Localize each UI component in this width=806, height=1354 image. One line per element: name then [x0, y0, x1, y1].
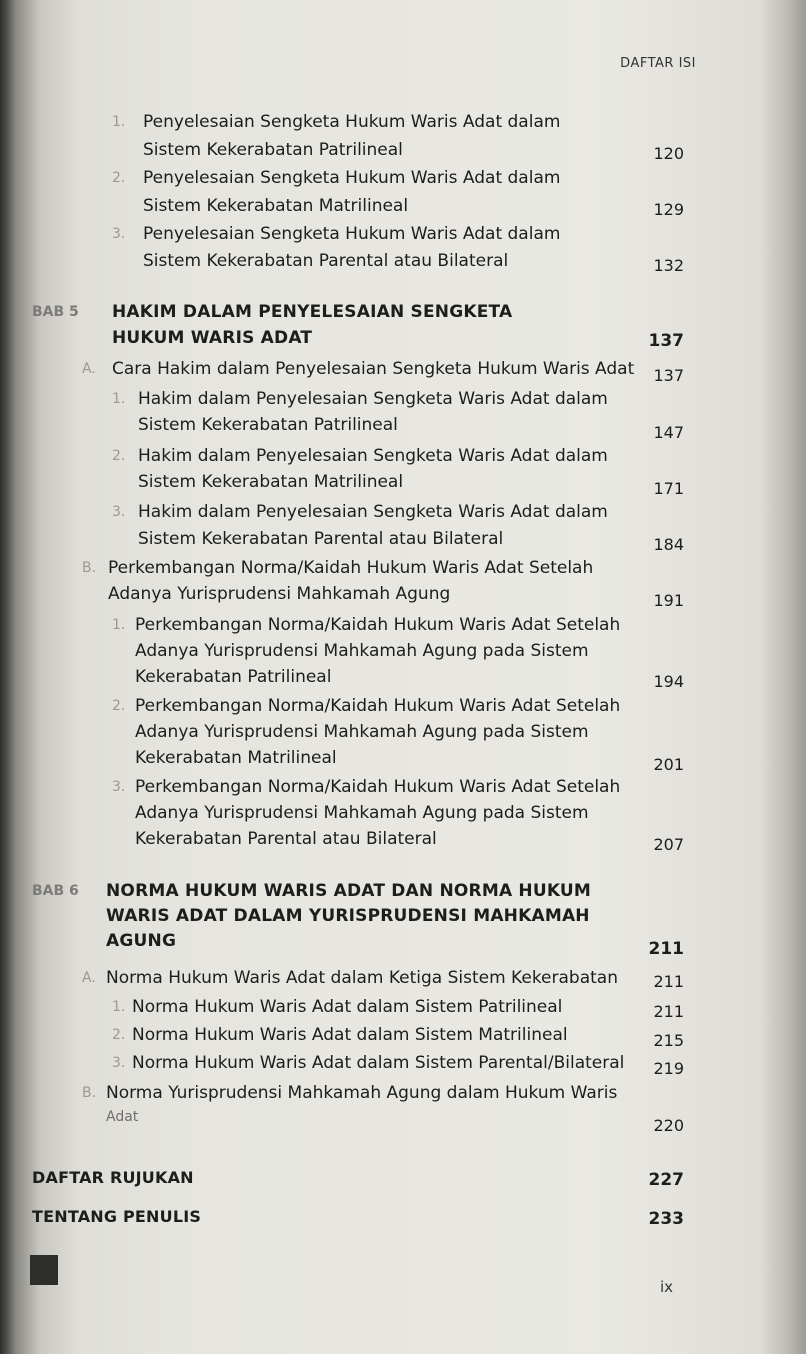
chapter-title: HAKIM DALAM PENYELESAIAN SENGKETA: [112, 302, 513, 322]
toc-marker: 2.: [112, 448, 126, 464]
running-header: DAFTAR ISI: [620, 56, 696, 71]
toc-marker: A.: [82, 970, 96, 986]
toc-entry-title: Adanya Yurisprudensi Mahkamah Agung pada Sistem: [135, 641, 589, 661]
toc-marker: A.: [82, 361, 96, 377]
toc-entry-title: Perkembangan Norma/Kaidah Hukum Waris Adat Setelah: [135, 696, 621, 716]
toc-entry-title: Kekerabatan Patrilineal: [135, 667, 332, 687]
toc-entry-title: Kekerabatan Matrilineal: [135, 748, 337, 768]
toc-entry-title: Sistem Kekerabatan Patrilineal: [138, 415, 398, 435]
toc-page-number: 147: [653, 423, 684, 442]
chapter-page-number: 137: [648, 331, 684, 351]
toc-marker: 1.: [112, 114, 126, 130]
chapter-title: HUKUM WARIS ADAT: [112, 328, 313, 348]
page-edge-block: [30, 1255, 58, 1285]
toc-page-number: 132: [653, 256, 684, 275]
toc-page-number: 194: [653, 672, 684, 691]
toc-entry-title: Perkembangan Norma/Kaidah Hukum Waris Adat Setelah: [135, 615, 621, 635]
toc-entry-title: Penyelesaian Sengketa Hukum Waris Adat dalam: [143, 112, 561, 132]
toc-entry-title: Cara Hakim dalam Penyelesaian Sengketa Hukum Waris Adat: [112, 359, 635, 379]
toc-page-number: 219: [653, 1059, 684, 1078]
section-page-number: 227: [648, 1170, 684, 1190]
toc-marker: 3.: [112, 226, 126, 242]
page-number: ix: [660, 1278, 674, 1296]
section-title: TENTANG PENULIS: [32, 1207, 202, 1226]
toc-entry-title: Sistem Kekerabatan Matrilineal: [138, 472, 404, 492]
toc-marker: 3.: [112, 779, 126, 795]
toc-entry-title: Hakim dalam Penyelesaian Sengketa Waris Adat dalam: [138, 502, 608, 522]
chapter-label: BAB 5: [32, 304, 79, 320]
toc-entry-title: Sistem Kekerabatan Matrilineal: [143, 196, 409, 216]
chapter-page-number: 211: [648, 939, 684, 959]
toc-marker: 2.: [112, 698, 126, 714]
toc-page-number: 171: [653, 479, 684, 498]
section-page-number: 233: [648, 1209, 684, 1229]
section-title: DAFTAR RUJUKAN: [32, 1168, 194, 1187]
toc-entry-title: Adanya Yurisprudensi Mahkamah Agung: [108, 584, 451, 604]
toc-entry-title: Hakim dalam Penyelesaian Sengketa Waris Adat dalam: [138, 446, 608, 466]
toc-entry-title: Penyelesaian Sengketa Hukum Waris Adat dalam: [143, 168, 561, 188]
toc-marker: 3.: [112, 504, 126, 520]
chapter-title: WARIS ADAT DALAM YURISPRUDENSI MAHKAMAH: [106, 906, 590, 926]
toc-entry-title: Hakim dalam Penyelesaian Sengketa Waris Adat dalam: [138, 389, 608, 409]
toc-entry-title: Adat: [106, 1109, 139, 1125]
toc-page-number: 207: [653, 835, 684, 854]
toc-marker: 2.: [112, 1027, 126, 1043]
toc-page-number: 137: [653, 366, 684, 385]
toc-page-number: 184: [653, 535, 684, 554]
toc-page-number: 120: [653, 144, 684, 163]
toc-entry-title: Adanya Yurisprudensi Mahkamah Agung pada Sistem: [135, 722, 589, 742]
toc-entry-title: Norma Hukum Waris Adat dalam Sistem Patrilineal: [132, 997, 563, 1017]
toc-entry-title: Penyelesaian Sengketa Hukum Waris Adat dalam: [143, 224, 561, 244]
toc-entry-title: Adanya Yurisprudensi Mahkamah Agung pada Sistem: [135, 803, 589, 823]
toc-entry-title: Kekerabatan Parental atau Bilateral: [135, 829, 437, 849]
chapter-label: BAB 6: [32, 883, 79, 899]
toc-marker: 1.: [112, 617, 126, 633]
toc-page-number: 215: [653, 1031, 684, 1050]
toc-page-number: 129: [653, 200, 684, 219]
chapter-title: AGUNG: [106, 931, 177, 951]
toc-marker: B.: [82, 1085, 97, 1101]
toc-page-number: 191: [653, 591, 684, 610]
toc-entry-title: Norma Hukum Waris Adat dalam Sistem Parental/Bilateral: [132, 1053, 625, 1073]
toc-entry-title: Sistem Kekerabatan Patrilineal: [143, 140, 403, 160]
toc-entry-title: Perkembangan Norma/Kaidah Hukum Waris Adat Setelah: [108, 558, 594, 578]
toc-page-number: 201: [653, 755, 684, 774]
toc-marker: 1.: [112, 391, 126, 407]
toc-entry-title: Perkembangan Norma/Kaidah Hukum Waris Adat Setelah: [135, 777, 621, 797]
toc-page-number: 211: [653, 972, 684, 991]
toc-marker: 1.: [112, 999, 126, 1015]
toc-entry-title: Sistem Kekerabatan Parental atau Bilateral: [143, 251, 509, 271]
chapter-title: NORMA HUKUM WARIS ADAT DAN NORMA HUKUM: [106, 881, 592, 901]
toc-entry-title: Sistem Kekerabatan Parental atau Bilateral: [138, 529, 504, 549]
toc-entry-title: Norma Hukum Waris Adat dalam Sistem Matrilineal: [132, 1025, 568, 1045]
toc-page-number: 220: [653, 1116, 684, 1135]
toc-marker: 2.: [112, 170, 126, 186]
toc-page-number: 211: [653, 1002, 684, 1021]
toc-marker: B.: [82, 560, 97, 576]
toc-entry-title: Norma Hukum Waris Adat dalam Ketiga Sistem Kekerabatan: [106, 968, 618, 988]
toc-entry-title: Norma Yurisprudensi Mahkamah Agung dalam Hukum Waris: [106, 1083, 618, 1103]
toc-marker: 3.: [112, 1055, 126, 1071]
